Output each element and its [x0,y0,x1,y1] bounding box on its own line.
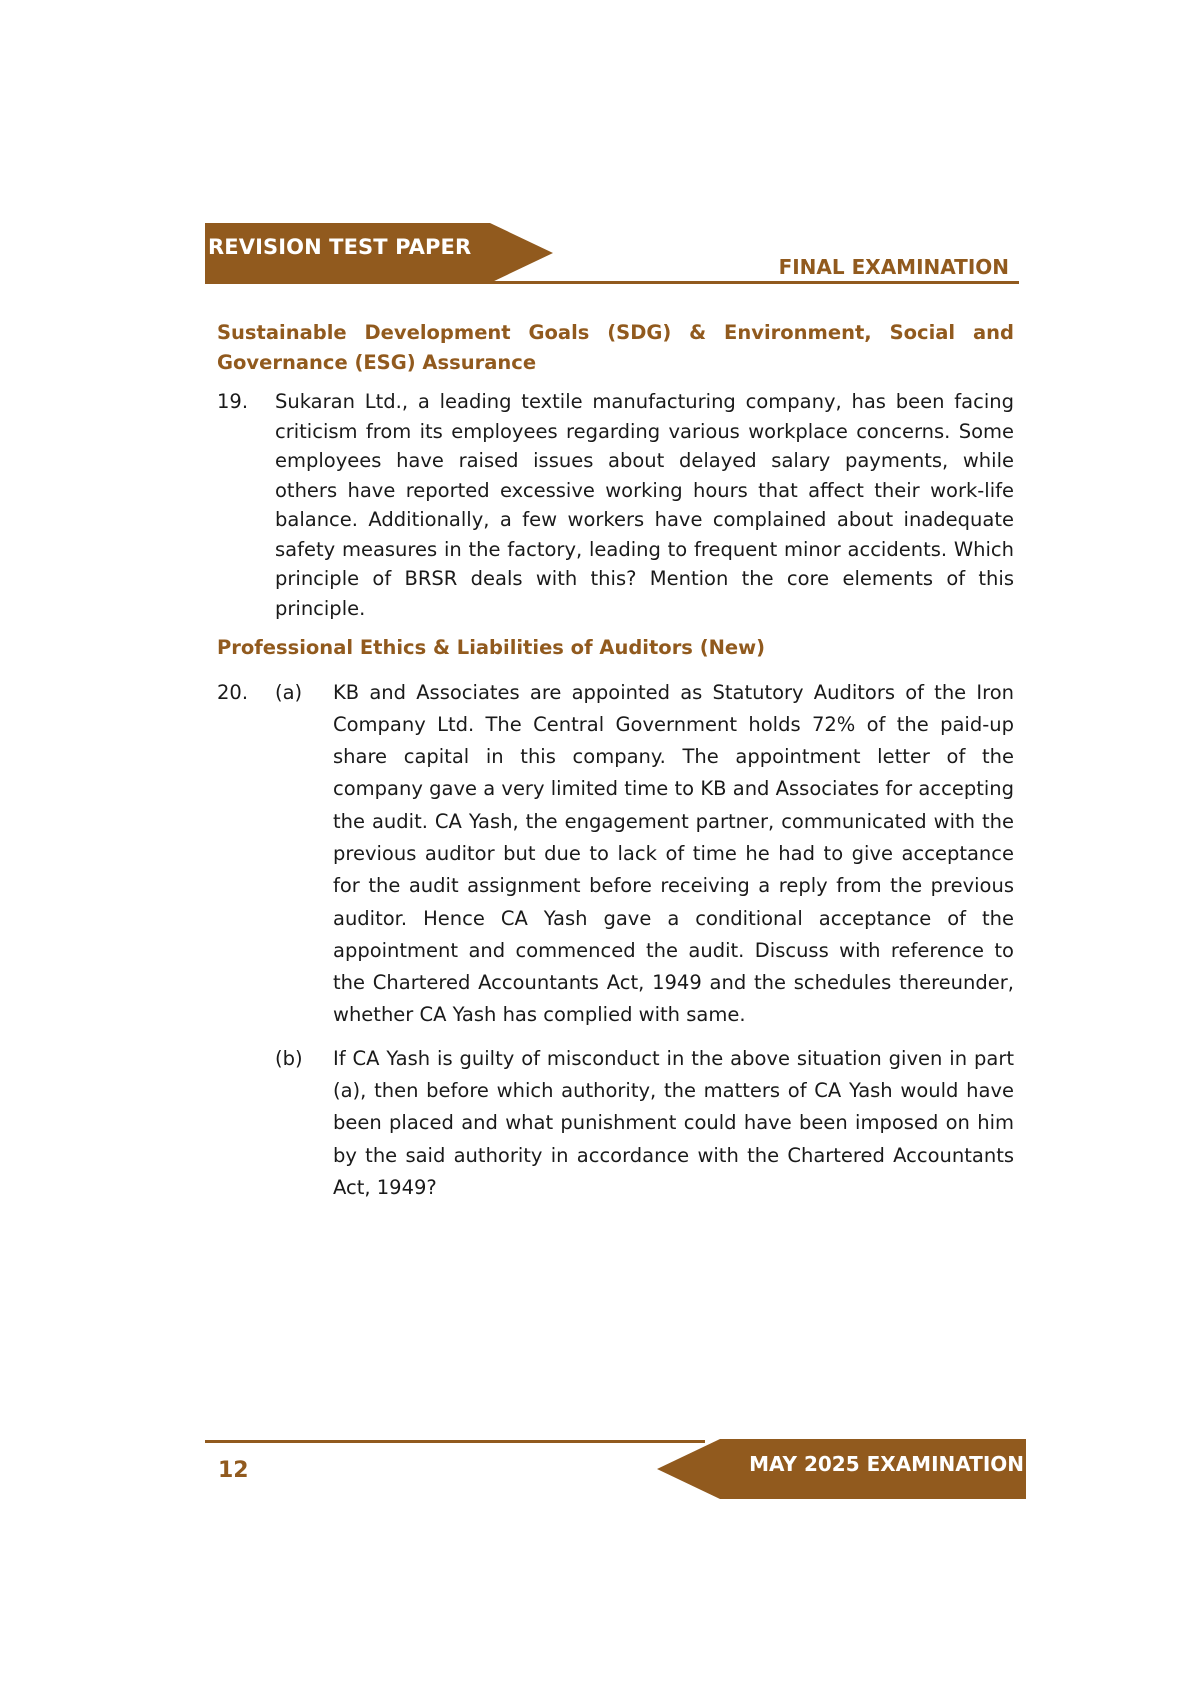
part-a-label: (a) [275,680,303,704]
part-b-label: (b) [275,1046,303,1070]
header-banner-title: REVISION TEST PAPER [208,235,472,259]
page-content [217,318,1014,1204]
part-a-text: KB and Associates are appointed as Statutory Auditors of the Iron Company Ltd. The Central Government holds 72% of the paid-up share capital in this company. The appointment letter of the company gave a very limited time to KB and Associates for accepting the audit. CA Yash, the engagement partner, communicated with the previous auditor but due to lack of time he had to give acceptance for the audit assignment before receiving a reply from the previous auditor. Hence CA Yash gave a conditional acceptance of the appointment and commenced the audit. Discuss with reference to the Chartered Accountants Act, 1949 and the schedules thereunder, whether CA Yash has complied with same. [333,680,1014,1027]
part-b-text: If CA Yash is guilty of misconduct in the above situation given in part (a), then before which authority, the matters of CA Yash would have been placed and what punishment could have been imposed on him by the said authority in accordance with the Chartered Accountants Act, 1949? [333,1046,1014,1199]
footer-exam-title: MAY 2025 EXAMINATION [749,1452,1024,1476]
question-19-number: 19. [217,390,249,413]
header-rule [205,281,1019,284]
question-20-number: 20. [217,680,249,704]
page-number: 12 [218,1458,249,1483]
footer-banner [657,1439,1026,1499]
section-heading-professional-ethics: Professional Ethics & Liabilities of Auditors (New) [217,636,766,659]
header-banner [205,223,553,283]
header-exam-title: FINAL EXAMINATION [778,255,1009,279]
question-19 [217,387,1014,623]
footer-rule [205,1440,705,1443]
question-20 [217,677,1014,1205]
question-20-part-a [217,677,1014,1032]
question-19-text: Sukaran Ltd., a leading textile manufacturing company, has been facing criticism from its employees regarding various workplace concerns. Some employees have raised issues about delayed salary payments, while others have reported excessive working hours that affect their work-life balance. Additionally, a few workers have complained about inadequate safety measures in the factory, leading to frequent minor accidents. Which principle of BRSR deals with this? Mention the core elements of this principle. [275,390,1014,620]
question-20-part-b [217,1043,1014,1204]
section-heading-sdg-esg: Sustainable Development Goals (SDG) & Environment, Social and Governance (ESG) Assurance [217,321,1014,374]
